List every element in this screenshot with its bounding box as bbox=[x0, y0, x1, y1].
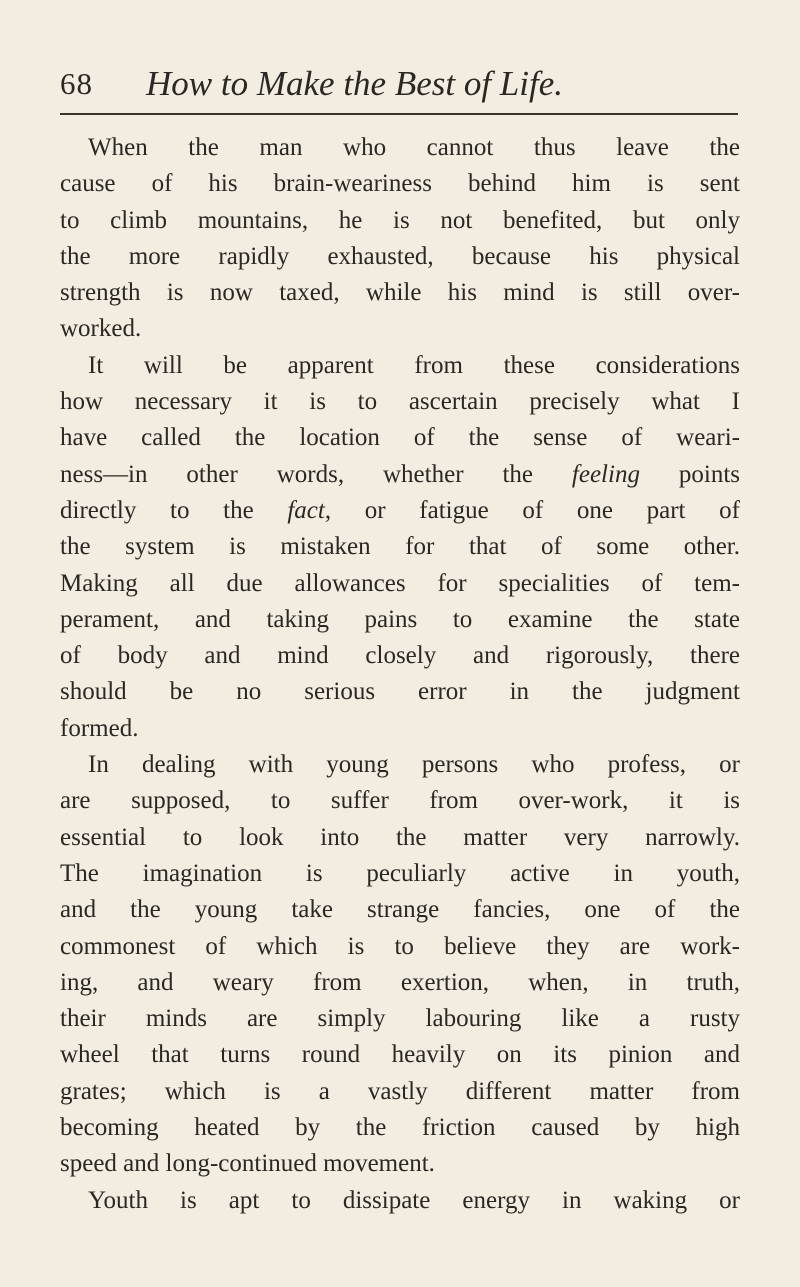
running-title: How to Make the Best of Life. bbox=[146, 64, 564, 103]
text-line: and the young take strange fancies, one of the bbox=[60, 896, 740, 924]
text-line: worked. bbox=[60, 315, 142, 343]
text-line: are supposed, to suffer from over-work, it is bbox=[60, 787, 740, 815]
emphasis-feeling: feeling bbox=[571, 460, 640, 488]
text-line: It will be apparent from these considerations bbox=[88, 351, 740, 379]
body-text bbox=[60, 130, 740, 1219]
text-line: strength is now taxed, while his mind is still over- bbox=[60, 279, 740, 307]
text-line: their minds are simply labouring like a rusty bbox=[60, 1005, 740, 1033]
text-line: of body and mind closely and rigorously, there bbox=[60, 642, 740, 670]
text-line: formed. bbox=[60, 714, 139, 742]
text-line: grates; which is a vastly different matter from bbox=[60, 1077, 740, 1105]
text-line: the system is mistaken for that of some other. bbox=[60, 533, 740, 561]
text-line: have called the location of the sense of weari- bbox=[60, 424, 740, 452]
text-run: , or fatigue of one part of bbox=[324, 496, 740, 524]
text-line: the more rapidly exhausted, because his physical bbox=[60, 242, 740, 270]
text-line: should be no serious error in the judgment bbox=[60, 678, 740, 706]
text-line: how necessary it is to ascertain precisely what I bbox=[60, 388, 740, 416]
text-line: wheel that turns round heavily on its pinion and bbox=[60, 1041, 740, 1069]
text-line: perament, and taking pains to examine the state bbox=[60, 605, 740, 633]
text-line bbox=[60, 457, 740, 493]
text-line: essential to look into the matter very narrowly. bbox=[60, 823, 740, 851]
text-line bbox=[60, 493, 740, 529]
text-run: directly to the bbox=[60, 496, 288, 524]
text-line: When the man who cannot thus leave the bbox=[88, 134, 740, 161]
text-line: Making all due allowances for specialities of tem- bbox=[60, 569, 740, 597]
text-line: commonest of which is to believe they are work- bbox=[60, 932, 740, 960]
text-line: to climb mountains, he is not benefited, but only bbox=[60, 206, 740, 234]
text-line: speed and long-continued movement. bbox=[60, 1150, 435, 1178]
text-line: The imagination is peculiarly active in youth, bbox=[60, 859, 740, 887]
page-header bbox=[60, 62, 750, 112]
text-line: cause of his brain-weariness behind him is sent bbox=[60, 170, 740, 198]
header-rule bbox=[60, 113, 738, 115]
emphasis-fact: fact bbox=[287, 496, 325, 524]
text-run: points bbox=[639, 460, 740, 488]
text-run: ness—in other words, whether the bbox=[60, 460, 572, 488]
page-number: 68 bbox=[60, 66, 93, 101]
text-line: becoming heated by the friction caused by high bbox=[60, 1114, 740, 1142]
text-line: ing, and weary from exertion, when, in truth, bbox=[60, 968, 740, 996]
text-line: In dealing with young persons who profess, or bbox=[88, 751, 740, 779]
text-line: Youth is apt to dissipate energy in waking or bbox=[88, 1186, 740, 1214]
